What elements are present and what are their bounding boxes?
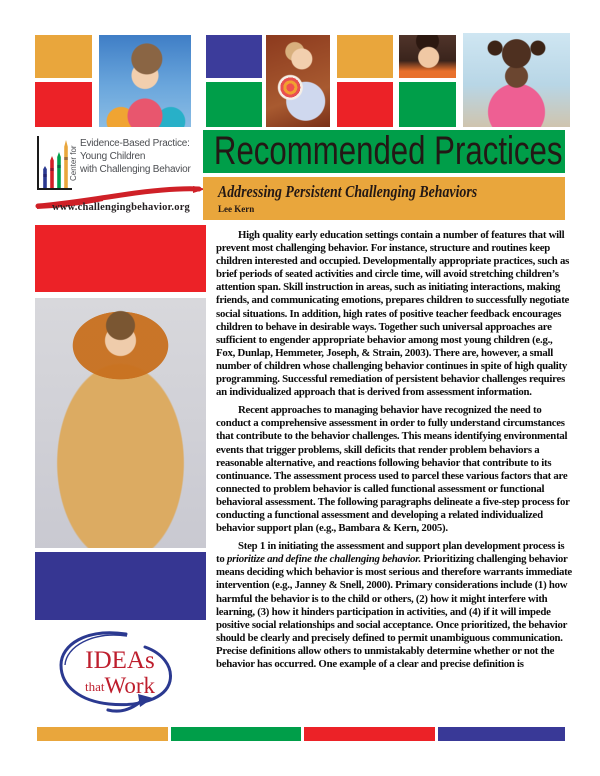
title-band bbox=[203, 130, 565, 173]
bottom-bar-blue bbox=[438, 727, 565, 741]
photo-girl-lollipop bbox=[266, 35, 330, 127]
ideas-that: that bbox=[85, 679, 105, 694]
bottom-bar-red bbox=[304, 727, 435, 741]
org-name-line: Young Children bbox=[80, 151, 146, 162]
tile-gold-2 bbox=[337, 35, 393, 78]
tile-red-1 bbox=[35, 82, 92, 127]
bottom-bar-green bbox=[171, 727, 301, 741]
photo-child-lion-costume bbox=[35, 298, 206, 548]
tile-blue bbox=[206, 35, 262, 78]
tile-green-2 bbox=[399, 82, 456, 127]
document-subtitle: Addressing Persistent Challenging Behaviors bbox=[218, 182, 478, 201]
red-accent-bar bbox=[35, 225, 206, 292]
org-name-line: with Challenging Behavior bbox=[80, 164, 191, 175]
blue-accent-box bbox=[35, 552, 206, 620]
logo-center-for: Center for bbox=[69, 145, 78, 181]
photo-toddler-orange bbox=[399, 35, 456, 78]
page-title: Recommended Practices bbox=[213, 129, 563, 173]
tile-red-2 bbox=[337, 82, 393, 127]
author-name: Lee Kern bbox=[218, 204, 255, 214]
ideas-text-top: IDEAs bbox=[85, 647, 155, 674]
photo-toddler-scarf bbox=[99, 35, 191, 127]
paragraph: Recent approaches to managing behavior have recognized the need to conduct a comprehensive assessment in order to fully understand circumstances that contribute to the behavior challenges. This means identifying environmental events that trigger problems, skill deficits that render problem behaviors a reasonable alternative, and reactions following behavior that contribute to its continuance. The assessment process used to parcel these various factors that are connected to problem behavior is called functional assessment or functional behavioral assessment. The following paragraphs delineate a five-step process for conducting a functional assessment and developing a related individualized behavior support plan (e.g., Bambara & Kern, 2005). bbox=[216, 404, 570, 535]
bottom-bar-gold bbox=[37, 727, 168, 741]
org-name bbox=[80, 137, 206, 176]
org-name-line: Evidence-Based Practice: bbox=[80, 138, 190, 149]
website-link[interactable]: www.challengingbehavior.org bbox=[51, 202, 191, 213]
ideas-work: Work bbox=[104, 673, 156, 698]
photo-girl-seashell bbox=[463, 33, 570, 127]
subtitle-band bbox=[203, 177, 565, 220]
tile-gold-1 bbox=[35, 35, 92, 78]
ideas-that-work-logo bbox=[52, 628, 188, 722]
article-body bbox=[216, 229, 574, 676]
crayon-chart-icon bbox=[37, 136, 72, 190]
tile-green-1 bbox=[206, 82, 262, 127]
paragraph: Step 1 in initiating the assessment and support plan development process is to prioritize and define the challenging behavior. Prioritizing challenging behavior means deciding which behavior is most serious and therefore warrants immediate intervention (e.g., Janney & Snell, 2000). Primary considerations include (1) how harmful the behavior is to the child or others, (2) how it might interfere with learning, (3) how it hinders participation in activities, and (4) if it will impede positive social relationships and social acceptance. Once prioritized, the behavior should be clearly and precisely defined to permit unambiguous communication. Precise definitions allow others to unmistakably determine whether or not the behavior has occurred. One example of a clear and precise definition is bbox=[216, 540, 572, 670]
paragraph: High quality early education settings contain a number of features that will prevent most challenging behavior. For instance, structure and routines keep children interested and occupied. Developmentally appropriate practices, such as brief periods of seated activities and circle time, will avoid stretching children’s attention span. Skill instruction in areas, such as initiating interactions, making friends, and communicating emotions, prepares children to successfully negotiate social situations. In addition, high rates of positive teacher feedback encourages children to behave in desirable ways. Together such universal approaches are sufficient to engender appropriate behavior among most young children (e.g., Fox, Dunlap, Hemmeter, Joseph, & Strain, 2003). There are, however, a small number of children whose challenging behavior continues in spite of high quality programming. Successful remediation of persistent behavior challenges requires an individualized approach that is derived from assessment information. bbox=[216, 229, 570, 399]
ideas-text-bottom bbox=[85, 673, 156, 698]
